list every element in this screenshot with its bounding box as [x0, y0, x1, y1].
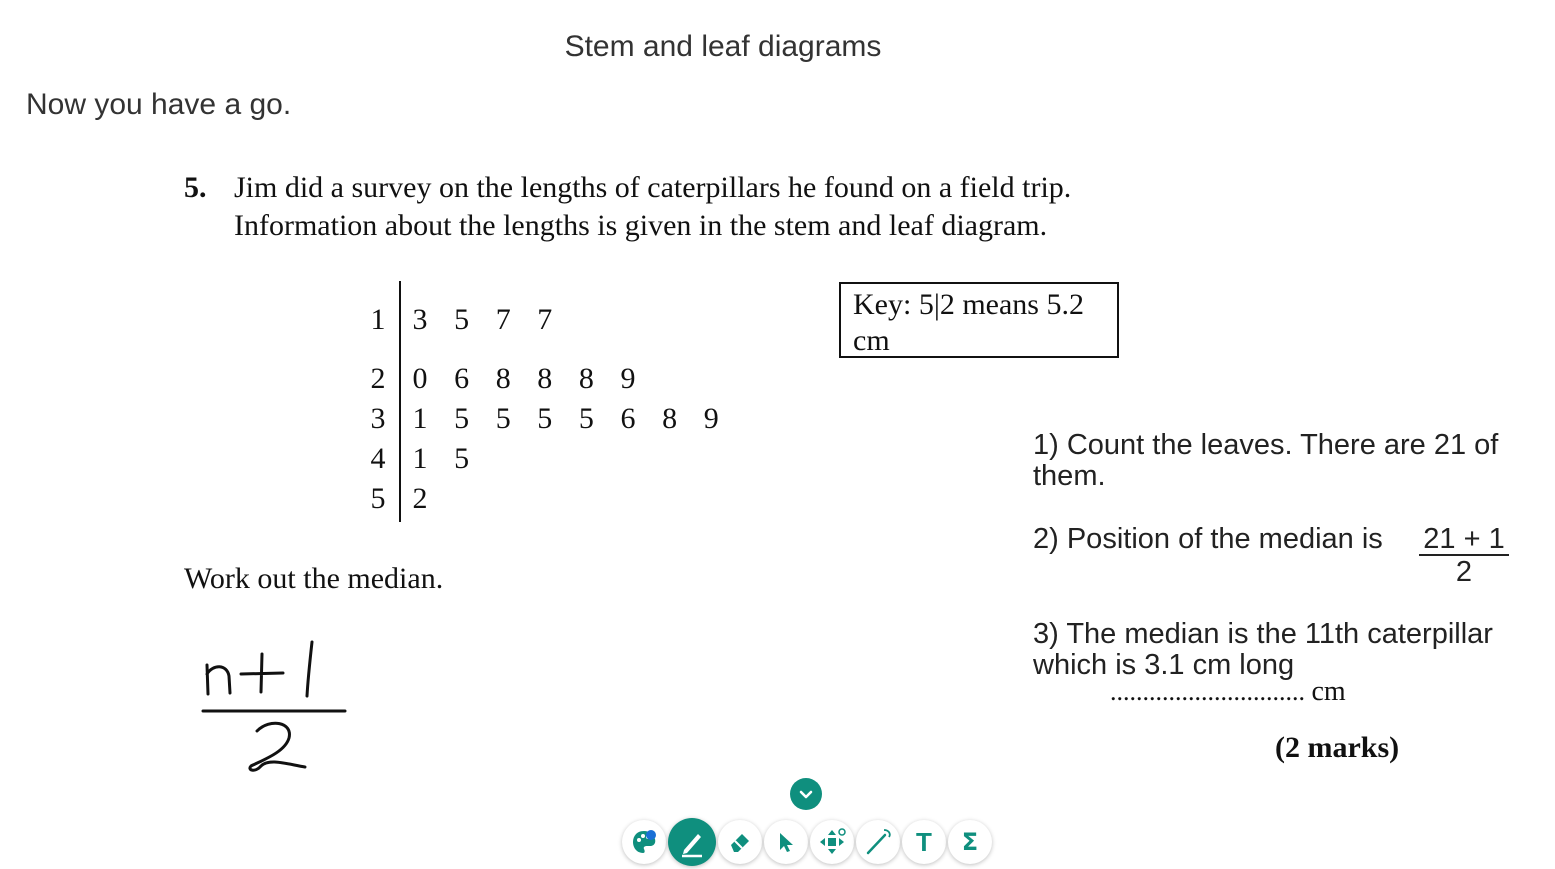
intro-text: Now you have a go.	[26, 88, 292, 121]
text-icon: T	[916, 826, 932, 857]
stem-divider	[399, 281, 401, 522]
leaf-value: 9	[620, 362, 636, 395]
laser-icon	[863, 827, 893, 857]
key-line-1: Key: 5|2 means 5.2	[853, 288, 1084, 321]
question-prompt: Work out the median.	[184, 562, 444, 595]
leaf-value: 5	[578, 402, 594, 435]
fraction-denominator: 2	[1455, 556, 1473, 588]
note-step-1: 1) Count the leaves. There are 21 of them.	[1033, 429, 1499, 492]
math-tool-button[interactable]	[948, 820, 992, 864]
laser-tool-button[interactable]	[856, 820, 900, 864]
pen-tool-button[interactable]	[668, 818, 716, 866]
leaf-value: 1	[412, 402, 428, 435]
pen-icon	[676, 826, 708, 858]
median-position-fraction	[1419, 524, 1509, 588]
note-step-3: 3) The median is the 11th caterpillar which is 3.1 cm long	[1033, 618, 1493, 681]
stem-value: 1	[370, 303, 386, 336]
key-box	[839, 282, 1119, 358]
leaf-value: 8	[578, 362, 594, 395]
chevron-down-icon	[797, 785, 815, 803]
stem-value: 4	[370, 442, 386, 475]
fraction-numerator: 21 + 1	[1419, 524, 1509, 556]
leaf-value: 2	[412, 482, 428, 515]
key-line-2: cm	[853, 324, 890, 357]
answer-dots: ..............................	[1110, 677, 1305, 706]
handwritten-n	[207, 665, 230, 694]
leaf-value: 9	[703, 402, 719, 435]
leaf-value: 8	[495, 362, 511, 395]
leaf-value: 6	[620, 402, 636, 435]
leaf-value: 6	[454, 362, 470, 395]
question-line-2: Information about the lengths is given in the stem and leaf diagram.	[234, 209, 1048, 242]
select-icon	[774, 830, 798, 854]
stem-value: 3	[370, 402, 386, 435]
text-tool-button[interactable]	[902, 820, 946, 864]
note-step-2: 2) Position of the median is	[1033, 523, 1383, 555]
leaf-value: 7	[495, 303, 511, 336]
leaf-value: 3	[412, 303, 428, 336]
leaf-value: 1	[412, 442, 428, 475]
question-line-1: Jim did a survey on the lengths of caterpillars he found on a field trip.	[234, 171, 1072, 204]
drawing-toolbar	[622, 818, 994, 866]
leaf-value: 8	[662, 402, 678, 435]
select-tool-button[interactable]	[764, 820, 808, 864]
move-tool-button[interactable]	[810, 820, 854, 864]
handwritten-fraction	[195, 630, 355, 775]
math-icon: Σ	[961, 828, 979, 856]
handwritten-two	[250, 723, 305, 770]
page-title: Stem and leaf diagrams	[564, 30, 882, 63]
handwritten-one	[307, 642, 312, 696]
leaf-value: 5	[495, 402, 511, 435]
leaf-value: 5	[537, 402, 553, 435]
collapse-toolbar-button[interactable]	[790, 778, 822, 810]
answer-unit: cm	[1311, 676, 1346, 707]
stem-value: 2	[370, 362, 386, 395]
leaf-value: 5	[454, 442, 470, 475]
leaf-value: 7	[537, 303, 553, 336]
question-number: 5.	[184, 171, 207, 204]
eraser-icon	[726, 828, 754, 856]
eraser-tool-button[interactable]	[718, 820, 762, 864]
palette-tool-button[interactable]	[622, 820, 666, 864]
stem-value: 5	[370, 482, 386, 515]
leaf-value: 8	[537, 362, 553, 395]
leaf-value: 5	[454, 303, 470, 336]
leaf-value: 5	[454, 402, 470, 435]
move-icon	[817, 827, 847, 857]
marks-label: (2 marks)	[1275, 731, 1400, 764]
handwritten-plus	[241, 654, 283, 692]
palette-icon	[629, 827, 659, 857]
leaf-value: 0	[412, 362, 428, 395]
